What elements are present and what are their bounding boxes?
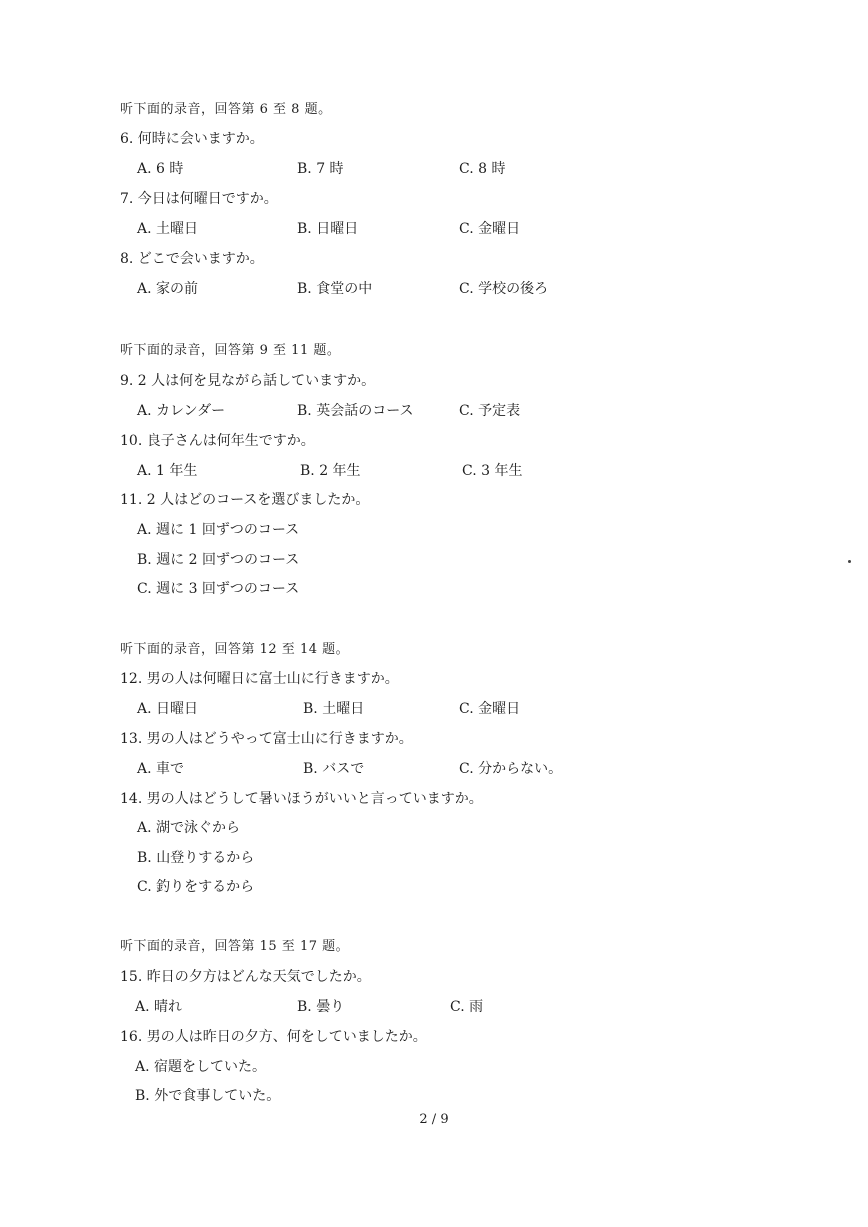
question-8: 8. どこで会いますか。 [120, 251, 264, 267]
scan-speck [848, 560, 851, 563]
option-15-b: B. 曇り [297, 999, 345, 1015]
option-16-a: A. 宿題をしていた。 [135, 1059, 267, 1075]
question-10: 10. 良子さんは何年生ですか。 [120, 433, 315, 449]
option-9-a: A. カレンダー [137, 403, 226, 419]
option-15-a: A. 晴れ [135, 999, 183, 1015]
option-6-c: C. 8 時 [459, 161, 506, 177]
option-12-a: A. 日曜日 [137, 701, 199, 717]
question-12: 12. 男の人は何曜日に富士山に行きますか。 [120, 671, 399, 687]
section-header: 听下面的录音，回答第 12 至 14 题。 [120, 642, 350, 657]
question-16: 16. 男の人は昨日の夕方、何をしていましたか。 [120, 1029, 427, 1045]
question-9: 9. 2 人は何を見ながら話していますか。 [120, 373, 376, 389]
option-12-b: B. 土曜日 [303, 701, 365, 717]
option-10-c: C. 3 年生 [462, 463, 523, 479]
option-10-a: A. 1 年生 [137, 463, 198, 479]
option-8-c: C. 学校の後ろ [459, 281, 549, 297]
option-7-a: A. 土曜日 [137, 221, 199, 237]
question-6: 6. 何時に会いますか。 [120, 131, 264, 147]
option-9-c: C. 予定表 [459, 403, 521, 419]
option-13-b: B. バスで [303, 761, 365, 777]
option-11-a: A. 週に 1 回ずつのコース [137, 522, 300, 538]
option-8-a: A. 家の前 [137, 281, 199, 297]
option-7-b: B. 日曜日 [297, 221, 359, 237]
option-12-c: C. 金曜日 [459, 701, 521, 717]
option-14-b: B. 山登りするから [137, 850, 255, 866]
option-10-b: B. 2 年生 [300, 463, 361, 479]
option-14-c: C. 釣りをするから [137, 879, 255, 895]
option-13-c: C. 分からない。 [459, 761, 563, 777]
section-header: 听下面的录音，回答第 15 至 17 题。 [120, 939, 350, 954]
section-header: 听下面的录音，回答第 6 至 8 题。 [120, 102, 332, 117]
option-11-c: C. 週に 3 回ずつのコース [137, 581, 300, 597]
option-14-a: A. 湖で泳ぐから [137, 820, 241, 836]
option-7-c: C. 金曜日 [459, 221, 521, 237]
option-13-a: A. 車で [137, 761, 185, 777]
option-9-b: B. 英会話のコース [297, 403, 414, 419]
option-6-a: A. 6 時 [137, 161, 184, 177]
option-16-b: B. 外で食事していた。 [135, 1088, 281, 1104]
question-11: 11. 2 人はどのコースを選びましたか。 [120, 492, 370, 508]
section-header: 听下面的录音，回答第 9 至 11 题。 [120, 343, 341, 358]
page-number: 2 / 9 [419, 1112, 449, 1127]
option-6-b: B. 7 時 [297, 161, 344, 177]
question-14: 14. 男の人はどうして暑いほうがいいと言っていますか。 [120, 791, 483, 807]
question-13: 13. 男の人はどうやって富士山に行きますか。 [120, 731, 413, 747]
option-11-b: B. 週に 2 回ずつのコース [137, 552, 300, 568]
option-15-c: C. 雨 [450, 999, 484, 1015]
question-15: 15. 昨日の夕方はどんな天気でしたか。 [120, 969, 371, 985]
question-7: 7. 今日は何曜日ですか。 [120, 191, 278, 207]
option-8-b: B. 食堂の中 [297, 281, 373, 297]
